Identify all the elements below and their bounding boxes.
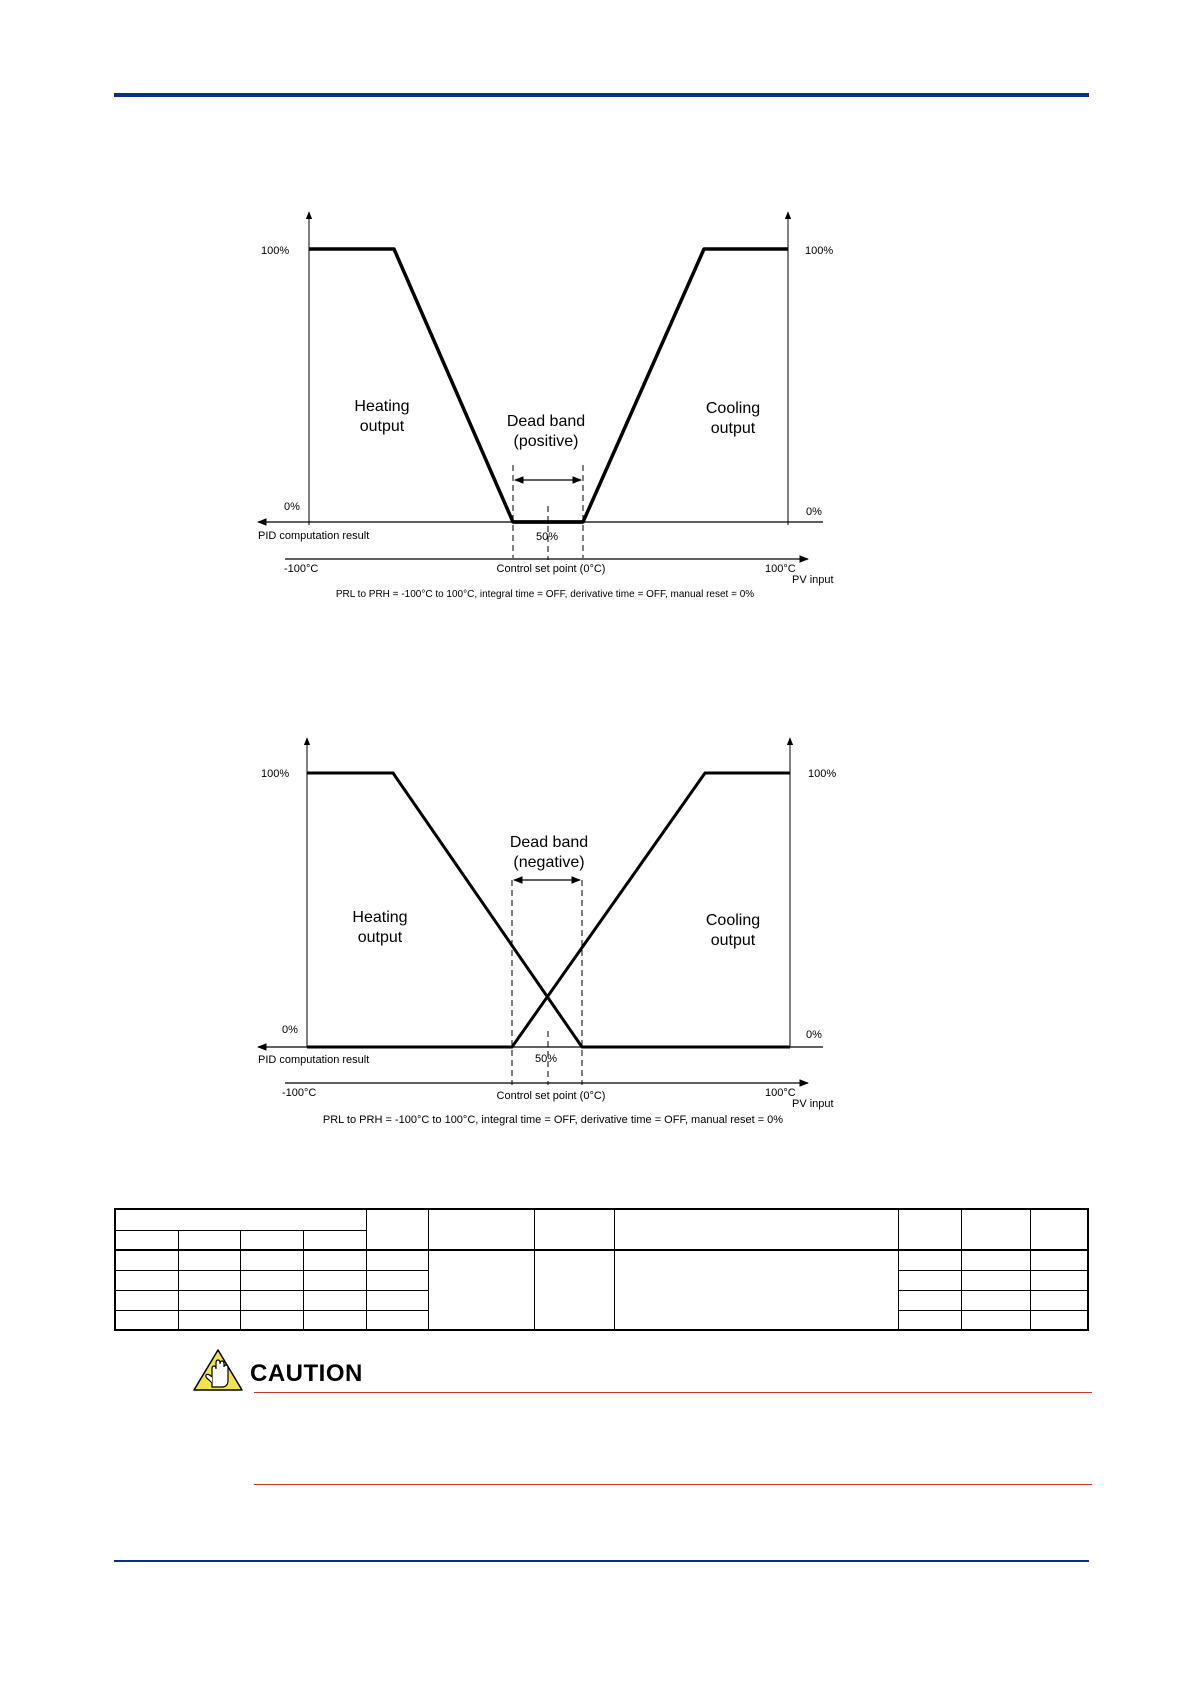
right-0-label: 0% [806, 1029, 822, 1041]
table-cell [899, 1270, 962, 1290]
table-cell [115, 1310, 178, 1330]
right-0-label: 0% [806, 506, 822, 518]
table-cell [178, 1310, 240, 1330]
table-cell [367, 1270, 429, 1290]
table-cell [178, 1290, 240, 1310]
table-cell [615, 1250, 899, 1330]
x-center-label: Control set point (0°C) [496, 563, 606, 575]
table-header-cell [178, 1230, 240, 1250]
left-100-label: 100% [261, 768, 290, 780]
dead-band-label-line2: (negative) [513, 854, 585, 871]
table-cell [240, 1290, 303, 1310]
pid-axis-label: PID computation result [258, 1054, 370, 1066]
table-header-cell [240, 1230, 303, 1250]
cooling-label: Cooling [705, 912, 761, 929]
table-cell [178, 1270, 240, 1290]
table-header-row [115, 1209, 1088, 1230]
heating-label: Heating [352, 909, 408, 926]
left-0-label: 0% [284, 501, 300, 513]
table-cell [1031, 1250, 1088, 1270]
caution-hand-icon [192, 1347, 244, 1393]
mid-50-label: 50% [535, 531, 559, 543]
footer-rule [114, 1560, 1089, 1562]
table-cell [1031, 1270, 1088, 1290]
table-cell [303, 1310, 366, 1330]
table-cell [899, 1290, 962, 1310]
heating-label: Heating [354, 398, 410, 415]
table-cell [962, 1310, 1031, 1330]
table-header-cell [303, 1230, 366, 1250]
left-100-label: 100% [261, 245, 290, 257]
table-cell [535, 1250, 615, 1330]
table-cell [178, 1250, 240, 1270]
table-header-cell [962, 1209, 1031, 1250]
table-cell [367, 1290, 429, 1310]
table-cell [962, 1290, 1031, 1310]
table-cell [240, 1310, 303, 1330]
pv-axis-label: PV input [792, 574, 834, 586]
dead-band-label: Dead band [509, 834, 589, 851]
table-cell [303, 1250, 366, 1270]
table-cell [240, 1250, 303, 1270]
cooling-label-line2: output [710, 420, 756, 437]
table-cell [240, 1270, 303, 1290]
cooling-output-line [513, 249, 788, 522]
table-cell [303, 1270, 366, 1290]
table-header-cell [899, 1209, 962, 1250]
figure-note: PRL to PRH = -100°C to 100°C, integral time = OFF, derivative time = OFF, manual reset = 0% [322, 1114, 784, 1126]
table-cell [962, 1270, 1031, 1290]
pid-axis-label: PID computation result [258, 530, 370, 542]
table-cell [899, 1310, 962, 1330]
caution-top-rule [254, 1392, 1092, 1393]
x-center-label: Control set point (0°C) [496, 1090, 606, 1102]
dead-band-label: Dead band [506, 413, 586, 430]
table-header-cell [115, 1209, 367, 1230]
mid-50-label: 50% [534, 1053, 558, 1065]
right-100-label: 100% [805, 245, 834, 257]
heating-label-line2: output [359, 418, 405, 435]
pv-axis-label: PV input [792, 1098, 834, 1110]
left-0-label: 0% [282, 1024, 298, 1036]
x-left-label: -100°C [284, 563, 319, 575]
heating-label-line2: output [357, 929, 403, 946]
dead-band-positive-figure [0, 200, 1190, 610]
table-header-cell [115, 1230, 178, 1250]
table-row [115, 1250, 1088, 1270]
table-cell [115, 1290, 178, 1310]
table-header-cell [1031, 1209, 1088, 1250]
x-right-label: 100°C [765, 563, 796, 575]
caution-title: CAUTION [250, 1360, 363, 1387]
table-cell [962, 1250, 1031, 1270]
right-100-label: 100% [808, 768, 837, 780]
caution-bottom-rule [254, 1484, 1092, 1485]
parameter-table [114, 1208, 1089, 1331]
figure-note: PRL to PRH = -100°C to 100°C, integral time = OFF, derivative time = OFF, manual reset = 0% [335, 589, 755, 600]
table-cell [367, 1250, 429, 1270]
table-cell [1031, 1310, 1088, 1330]
cooling-label-line2: output [710, 932, 756, 949]
table-cell [429, 1250, 535, 1330]
table-header-cell [429, 1209, 535, 1250]
table-cell [115, 1250, 178, 1270]
table-cell [303, 1290, 366, 1310]
table-cell [1031, 1290, 1088, 1310]
table-cell [899, 1250, 962, 1270]
x-left-label: -100°C [282, 1087, 317, 1099]
x-right-label: 100°C [765, 1087, 796, 1099]
table-header-cell [367, 1209, 429, 1250]
table-header-cell [535, 1209, 615, 1250]
heating-output-line [309, 249, 586, 522]
table-cell [115, 1270, 178, 1290]
caution-block [192, 1347, 1092, 1497]
table-header-cell [615, 1209, 899, 1250]
dead-band-label-line2: (positive) [513, 433, 579, 450]
cooling-label: Cooling [705, 400, 761, 417]
header-rule [114, 93, 1089, 97]
dead-band-negative-figure [0, 725, 1190, 1135]
table-cell [367, 1310, 429, 1330]
